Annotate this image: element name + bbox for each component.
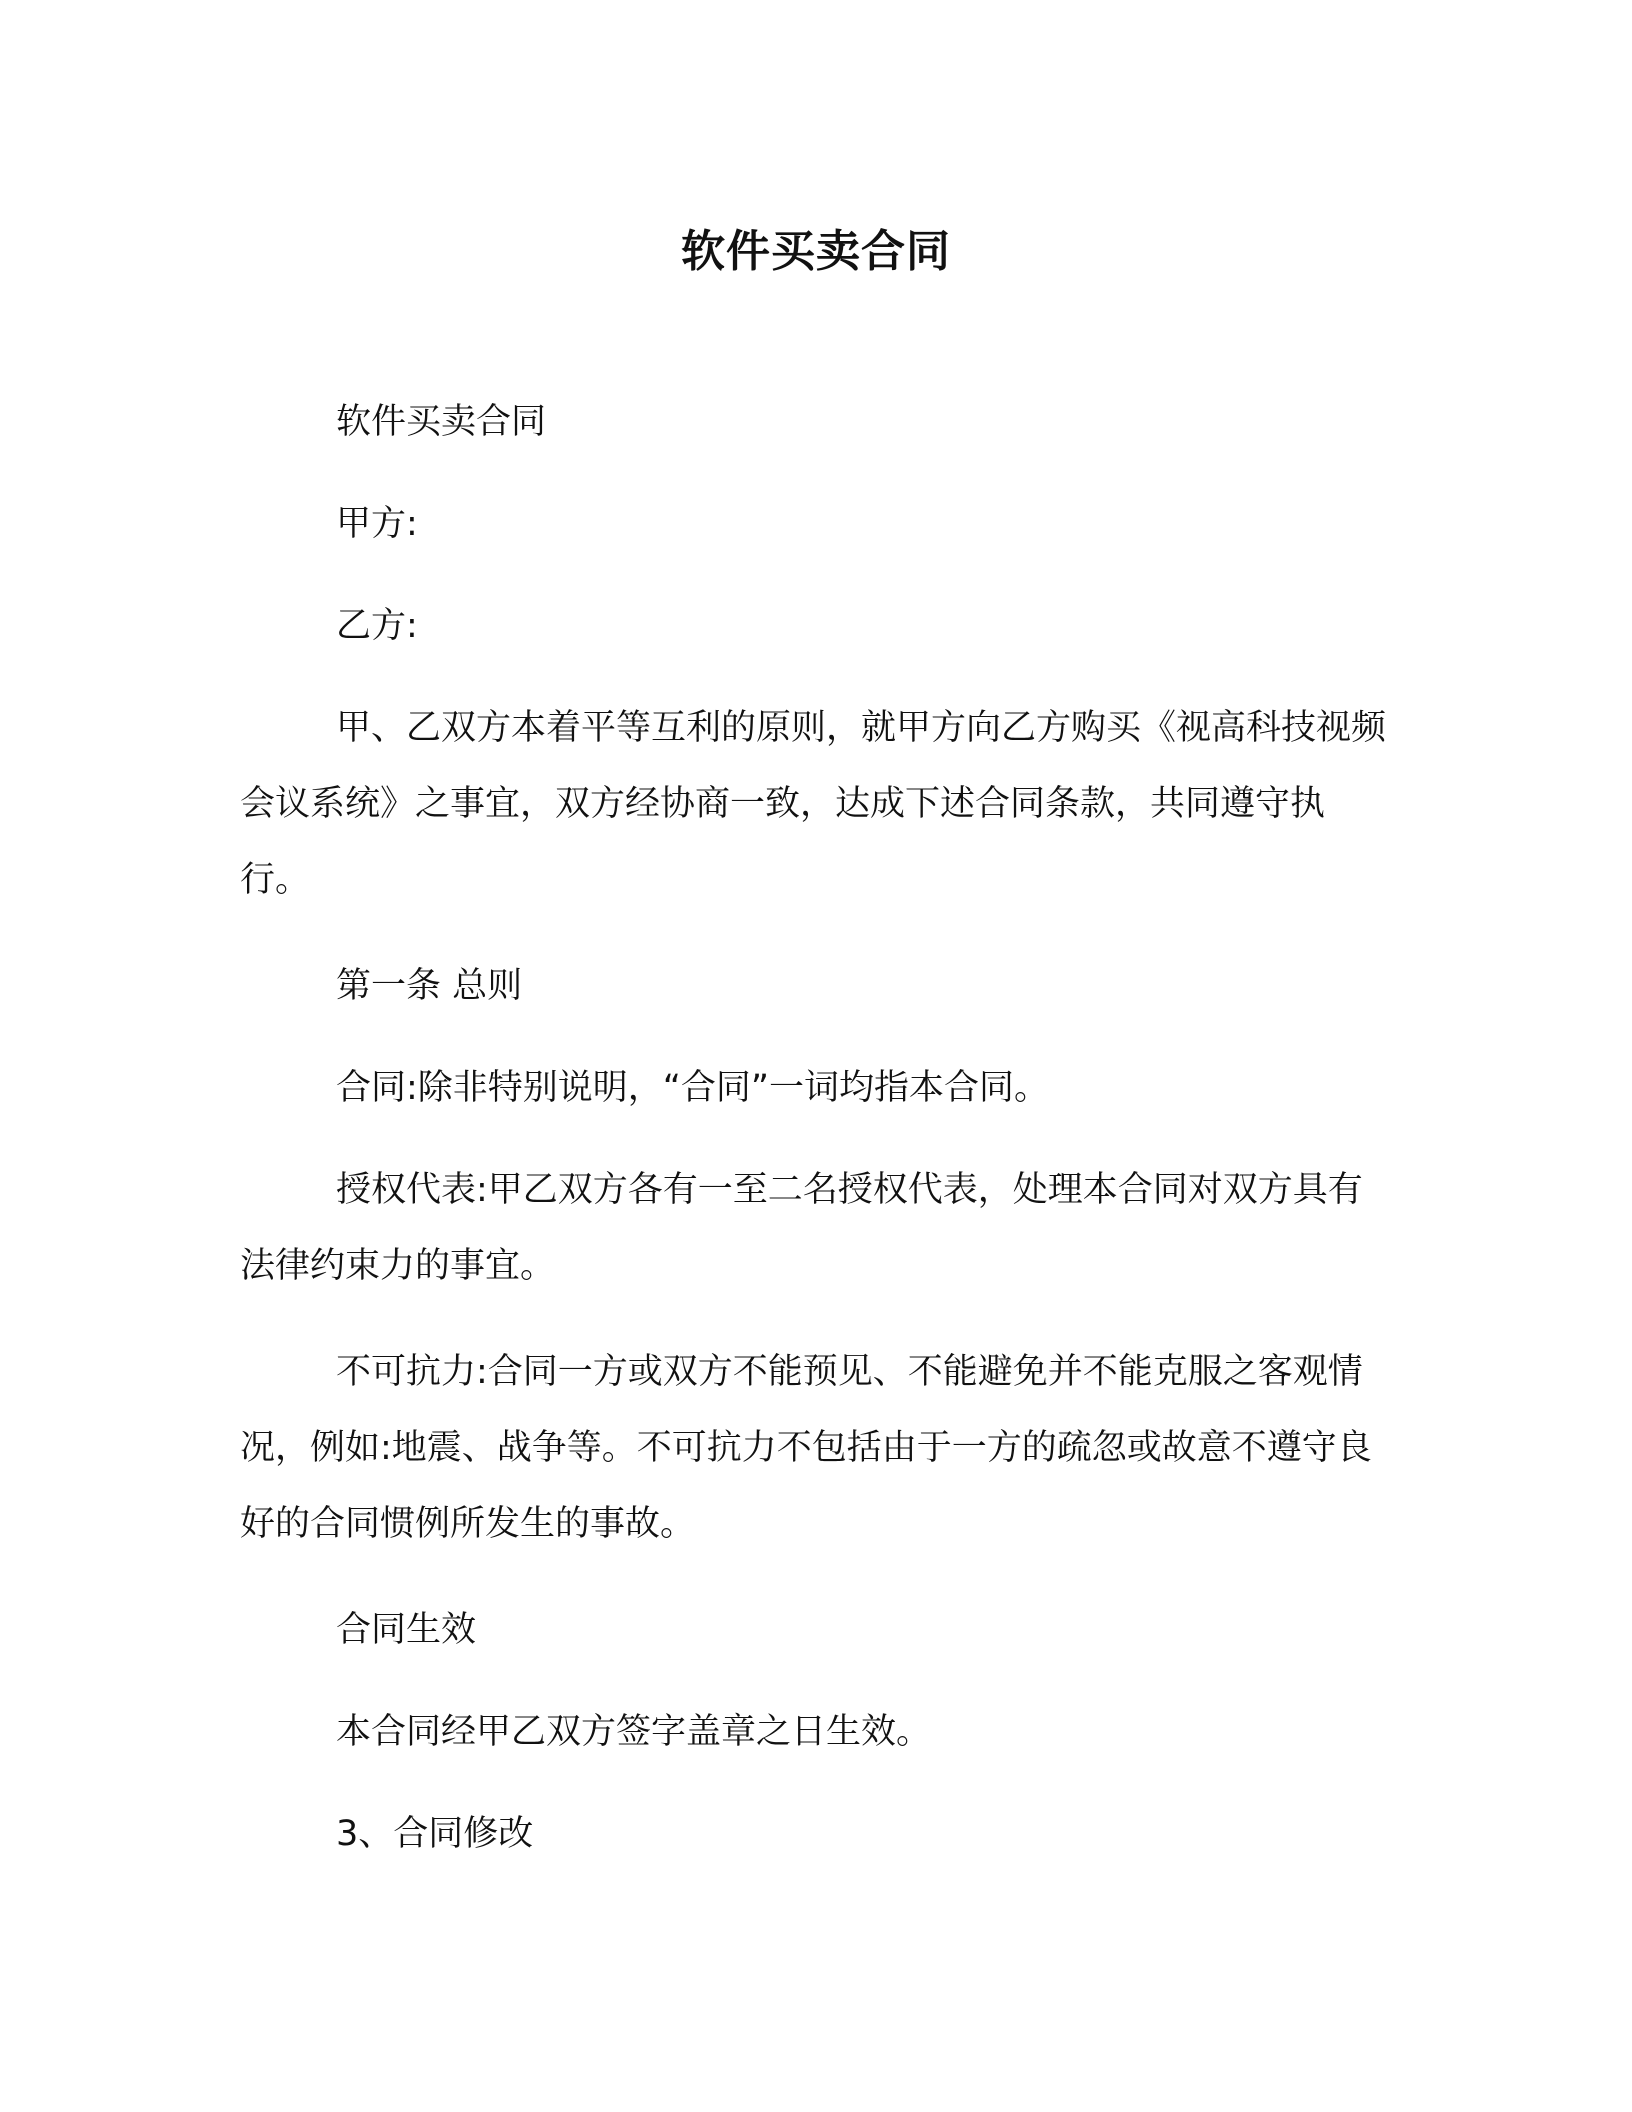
paragraph-effectiveness-heading: 合同生效 <box>336 1610 477 1650</box>
paragraph-force-majeure: 不可抗力:合同一方或双方不能预见、不能避免并不能克服之客观情况，例如:地震、战争等。不可抗力不包括由于一方的疏忽或故意不遵守良好的合同惯例所发生的事故。 <box>240 1352 1372 1544</box>
paragraph-preamble: 甲、乙双方本着平等互利的原则，就甲方向乙方购买《视高科技视频会议系统》之事宜，双方经协商一致，达成下述合同条款，共同遵守执行。 <box>240 708 1387 900</box>
paragraph-party-b: 乙方: <box>336 606 418 646</box>
paragraph-subtitle: 软件买卖合同 <box>336 402 547 442</box>
paragraph-authorized-representative: 授权代表:甲乙双方各有一至二名授权代表，处理本合同对双方具有法律约束力的事宜。 <box>240 1170 1363 1286</box>
document-title: 软件买卖合同 <box>681 226 951 277</box>
paragraph-contract-definition: 合同:除非特别说明，“合同”一词均指本合同。 <box>336 1068 1050 1108</box>
paragraph-effectiveness-text: 本合同经甲乙双方签字盖章之日生效。 <box>336 1712 932 1752</box>
paragraph-article-1-heading: 第一条 总则 <box>336 966 523 1006</box>
paragraph-contract-amendment-heading: 3、合同修改 <box>336 1814 534 1854</box>
paragraph-party-a: 甲方: <box>336 504 418 544</box>
